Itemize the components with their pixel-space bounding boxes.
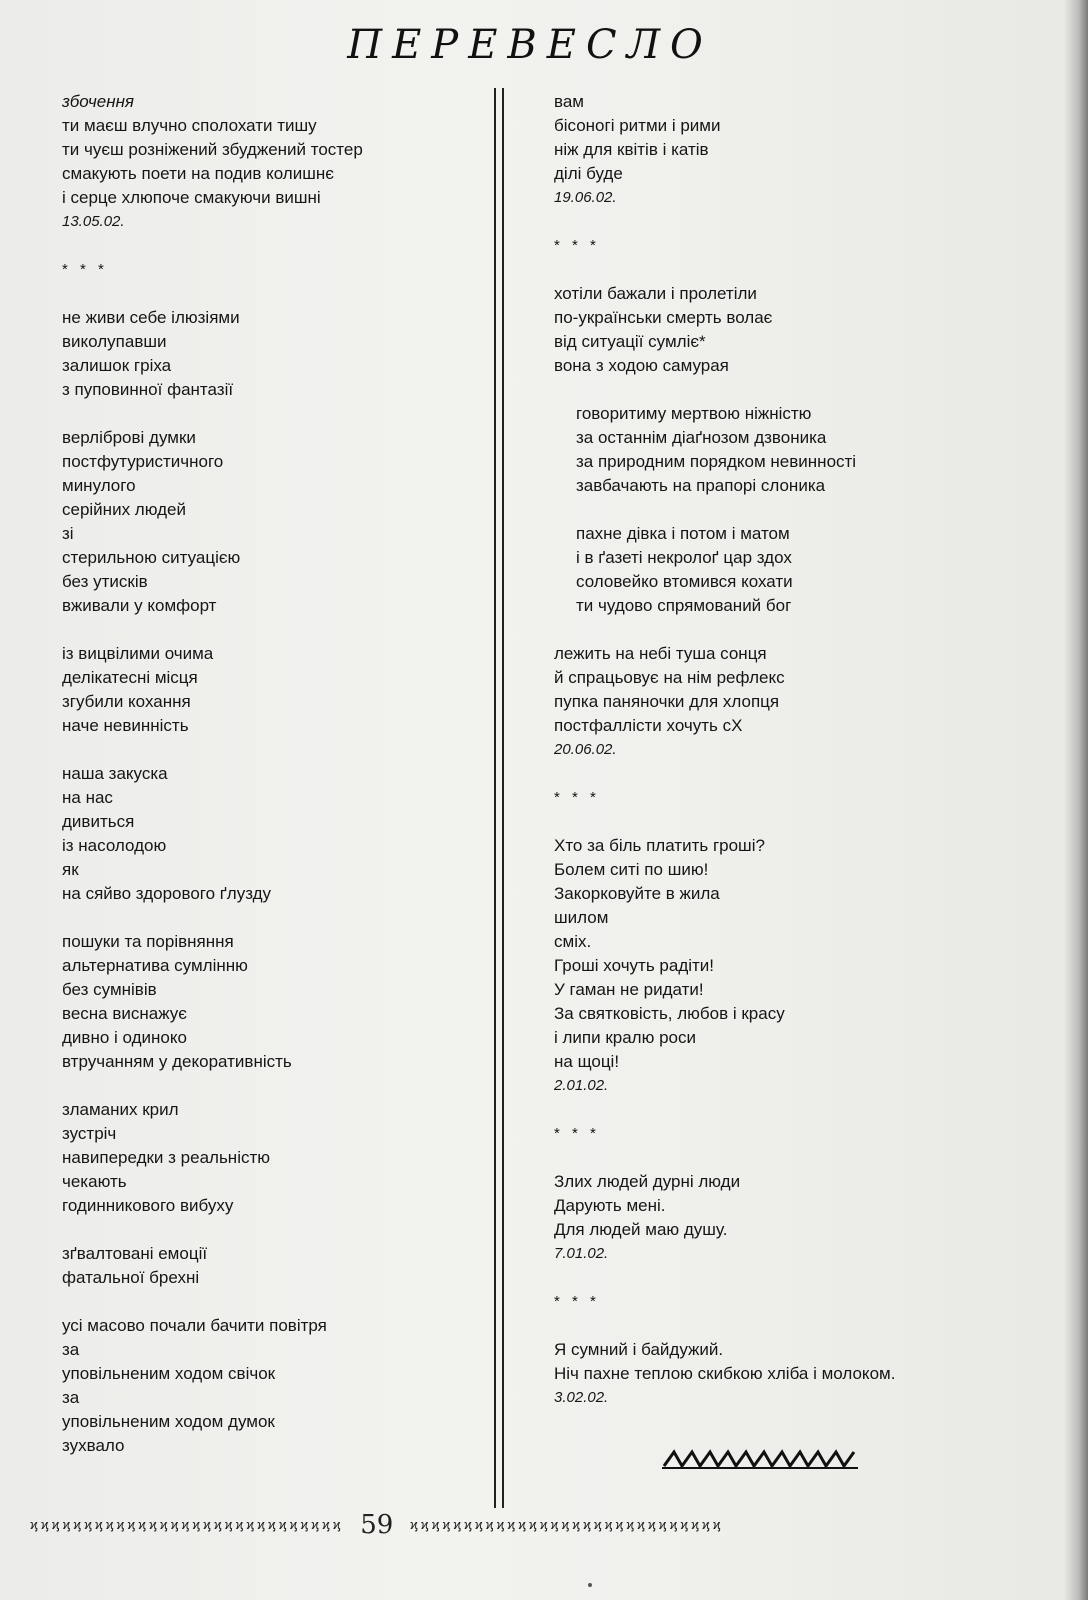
- poem-line: У гаман не ридати!: [554, 980, 704, 999]
- poem-line: наша закуска: [62, 764, 168, 783]
- poem-line: з пуповинної фантазії: [62, 380, 234, 399]
- poem-line: чекають: [62, 1172, 127, 1191]
- poem-line: із насолодою: [62, 836, 167, 855]
- poem-line: фатальної брехні: [62, 1268, 200, 1287]
- stanza-gap: [554, 378, 984, 402]
- poem-line: стерильною ситуацією: [62, 548, 241, 567]
- poem-line: на нас: [62, 788, 113, 807]
- poem-line: як: [62, 860, 79, 879]
- page-footer: [30, 1510, 1030, 1540]
- poem-line: ніж для квітів і катів: [554, 140, 709, 159]
- poem-line: за останнім діаґнозом дзвоника: [576, 428, 827, 447]
- poem-date: 13.05.02.: [62, 213, 125, 230]
- poem-line: хотіли бажали і пролетіли: [554, 284, 757, 303]
- stanza-gap: [554, 618, 984, 642]
- poem-line: зустріч: [62, 1124, 117, 1143]
- poem-line: ділі буде: [554, 164, 623, 183]
- poem-line: За святковість, любов і красу: [554, 1004, 785, 1023]
- stanza-gap: [554, 1314, 984, 1338]
- poem-date: 20.06.02.: [554, 741, 617, 758]
- journal-title: ПЕРЕВЕСЛО: [347, 22, 713, 68]
- poem-line: минулого: [62, 476, 136, 495]
- poem-line: Болем ситі по шию!: [554, 860, 709, 879]
- poem-line: дивно і одиноко: [62, 1028, 187, 1047]
- poem-line: вона з ходою самурая: [554, 356, 729, 375]
- stanza-gap: [554, 258, 984, 282]
- poem-line: уповільненим ходом свічок: [62, 1364, 276, 1383]
- poem-line: верліброві думки: [62, 428, 196, 447]
- poem-separator: * * *: [554, 789, 600, 806]
- poem-line: постфутуристичного: [62, 452, 224, 471]
- poem-line: Для людей маю душу.: [554, 1220, 728, 1239]
- poem-line: на щоці!: [554, 1052, 620, 1071]
- poem-line: зі: [62, 524, 74, 543]
- poem-line: на сяйво здорового ґлузду: [62, 884, 272, 903]
- poem-line: із вицвілими очима: [62, 644, 214, 663]
- poem-line: серійних людей: [62, 500, 186, 519]
- poem-line: наче невинність: [62, 716, 189, 735]
- stanza-gap: [62, 402, 472, 426]
- poem-line: Гроші хочуть радіти!: [554, 956, 715, 975]
- poem-separator: * * *: [554, 1293, 600, 1310]
- poem-line: Злих людей дурні люди: [554, 1172, 741, 1191]
- poem-line: за: [62, 1388, 80, 1407]
- stanza-gap: [62, 618, 472, 642]
- poem-line: вам: [554, 92, 584, 111]
- poem-line: уповільненим ходом думок: [62, 1412, 275, 1431]
- poem-line: виколупавши: [62, 332, 167, 351]
- stanza-gap: [62, 738, 472, 762]
- poem-line: не живи себе ілюзіями: [62, 308, 240, 327]
- stanza-gap: [62, 1218, 472, 1242]
- poem-line: весна виснажує: [62, 1004, 187, 1023]
- poem-line: Дарують мені.: [554, 1196, 666, 1215]
- poem-line: лежить на небі туша сонця: [554, 644, 767, 663]
- poem-separator: * * *: [554, 1125, 600, 1142]
- poem-line: по-українськи смерть волає: [554, 308, 773, 327]
- poem-line: усі масово почали бачити повітря: [62, 1316, 327, 1335]
- page-edge-shadow: [1064, 0, 1088, 1600]
- stanza-gap: [554, 498, 984, 522]
- poem-line: альтернатива сумлінню: [62, 956, 248, 975]
- poem-line: шилом: [554, 908, 609, 927]
- stanza-gap: [62, 282, 472, 306]
- poem-line: ти чудово спрямований бог: [576, 596, 792, 615]
- poem-line: пахне дівка і потом і матом: [576, 524, 790, 543]
- poem-line: пупка паняночки для хлопця: [554, 692, 780, 711]
- poem-line: пошуки та порівняння: [62, 932, 234, 951]
- poem-line: соловейко втомився кохати: [576, 572, 793, 591]
- left-column: [62, 90, 472, 1458]
- poem-line: зґвалтовані емоції: [62, 1244, 208, 1263]
- poem-date: 7.01.02.: [554, 1245, 609, 1262]
- poem-line: вживали у комфорт: [62, 596, 217, 615]
- poem-line: за природним порядком невинності: [576, 452, 857, 471]
- stanza-gap: [554, 1146, 984, 1170]
- page-number: 59: [360, 1510, 394, 1540]
- poem-line: і в ґазеті некролоґ цар здох: [576, 548, 792, 567]
- poem-line: залишок гріха: [62, 356, 172, 375]
- stanza-gap: [554, 1098, 984, 1122]
- poem-line: говоритиму мертвою ніжністю: [576, 404, 812, 423]
- right-column: [554, 90, 984, 1410]
- poem-line: завбачають на прапорі слоника: [576, 476, 826, 495]
- poem-line: годинникового вибуху: [62, 1196, 234, 1215]
- poem-line: без утисків: [62, 572, 148, 591]
- scan-speck: [588, 1583, 592, 1587]
- poem-line: Ніч пахне теплою скибкою хліба і молоком.: [554, 1364, 896, 1383]
- stanza-gap: [554, 1266, 984, 1290]
- poem-line: і серце хлюпоче смакуючи вишні: [62, 188, 321, 207]
- poem-date: 2.01.02.: [554, 1077, 609, 1094]
- column-divider: [494, 88, 504, 1508]
- poem-line: згубили кохання: [62, 692, 191, 711]
- poem-line: Я сумний і байдужий.: [554, 1340, 724, 1359]
- poem-line: втручанням у декоративність: [62, 1052, 292, 1071]
- poem-line: збочення: [62, 92, 135, 111]
- poem-separator: * * *: [554, 237, 600, 254]
- stanza-gap: [62, 1074, 472, 1098]
- poem-line: Хто за біль платить гроші?: [554, 836, 765, 855]
- poem-line: навипередки з реальністю: [62, 1148, 271, 1167]
- stanza-gap: [554, 210, 984, 234]
- poem-date: 19.06.02.: [554, 189, 617, 206]
- poem-line: зламаних крил: [62, 1100, 179, 1119]
- poem-line: делікатесні місця: [62, 668, 198, 687]
- poem-line: Закорковуйте в жила: [554, 884, 720, 903]
- poem-line: без сумнівів: [62, 980, 157, 999]
- decorative-ornament: [660, 1446, 860, 1472]
- poem-line: ти чуєш розніжений збуджений тостер: [62, 140, 363, 159]
- stanza-gap: [62, 234, 472, 258]
- poem-line: зухвало: [62, 1436, 125, 1455]
- poem-line: бісоногі ритми і рими: [554, 116, 721, 135]
- poem-line: за: [62, 1340, 80, 1359]
- footer-ornament-left: ϗϗϗϗϗϗϗϗϗϗϗϗϗϗϗϗϗϗϗϗϗϗϗϗϗϗϗϗϗ: [30, 1517, 344, 1532]
- poem-line: й спрацьовує на нім рефлекс: [554, 668, 785, 687]
- poem-date: 3.02.02.: [554, 1389, 609, 1406]
- stanza-gap: [554, 810, 984, 834]
- poem-line: дивиться: [62, 812, 135, 831]
- stanza-gap: [554, 762, 984, 786]
- poem-line: і липи кралю роси: [554, 1028, 696, 1047]
- poem-line: сміх.: [554, 932, 592, 951]
- footer-ornament-right: ϗϗϗϗϗϗϗϗϗϗϗϗϗϗϗϗϗϗϗϗϗϗϗϗϗϗϗϗϗ: [409, 1517, 724, 1532]
- stanza-gap: [62, 906, 472, 930]
- stanza-gap: [62, 1290, 472, 1314]
- poem-line: ти маєш влучно сполохати тишу: [62, 116, 317, 135]
- poem-separator: * * *: [62, 261, 108, 278]
- poem-line: постфаллісти хочуть сХ: [554, 716, 743, 735]
- poem-line: смакують поети на подив колишнє: [62, 164, 334, 183]
- poem-line: від ситуації сумліє*: [554, 332, 706, 351]
